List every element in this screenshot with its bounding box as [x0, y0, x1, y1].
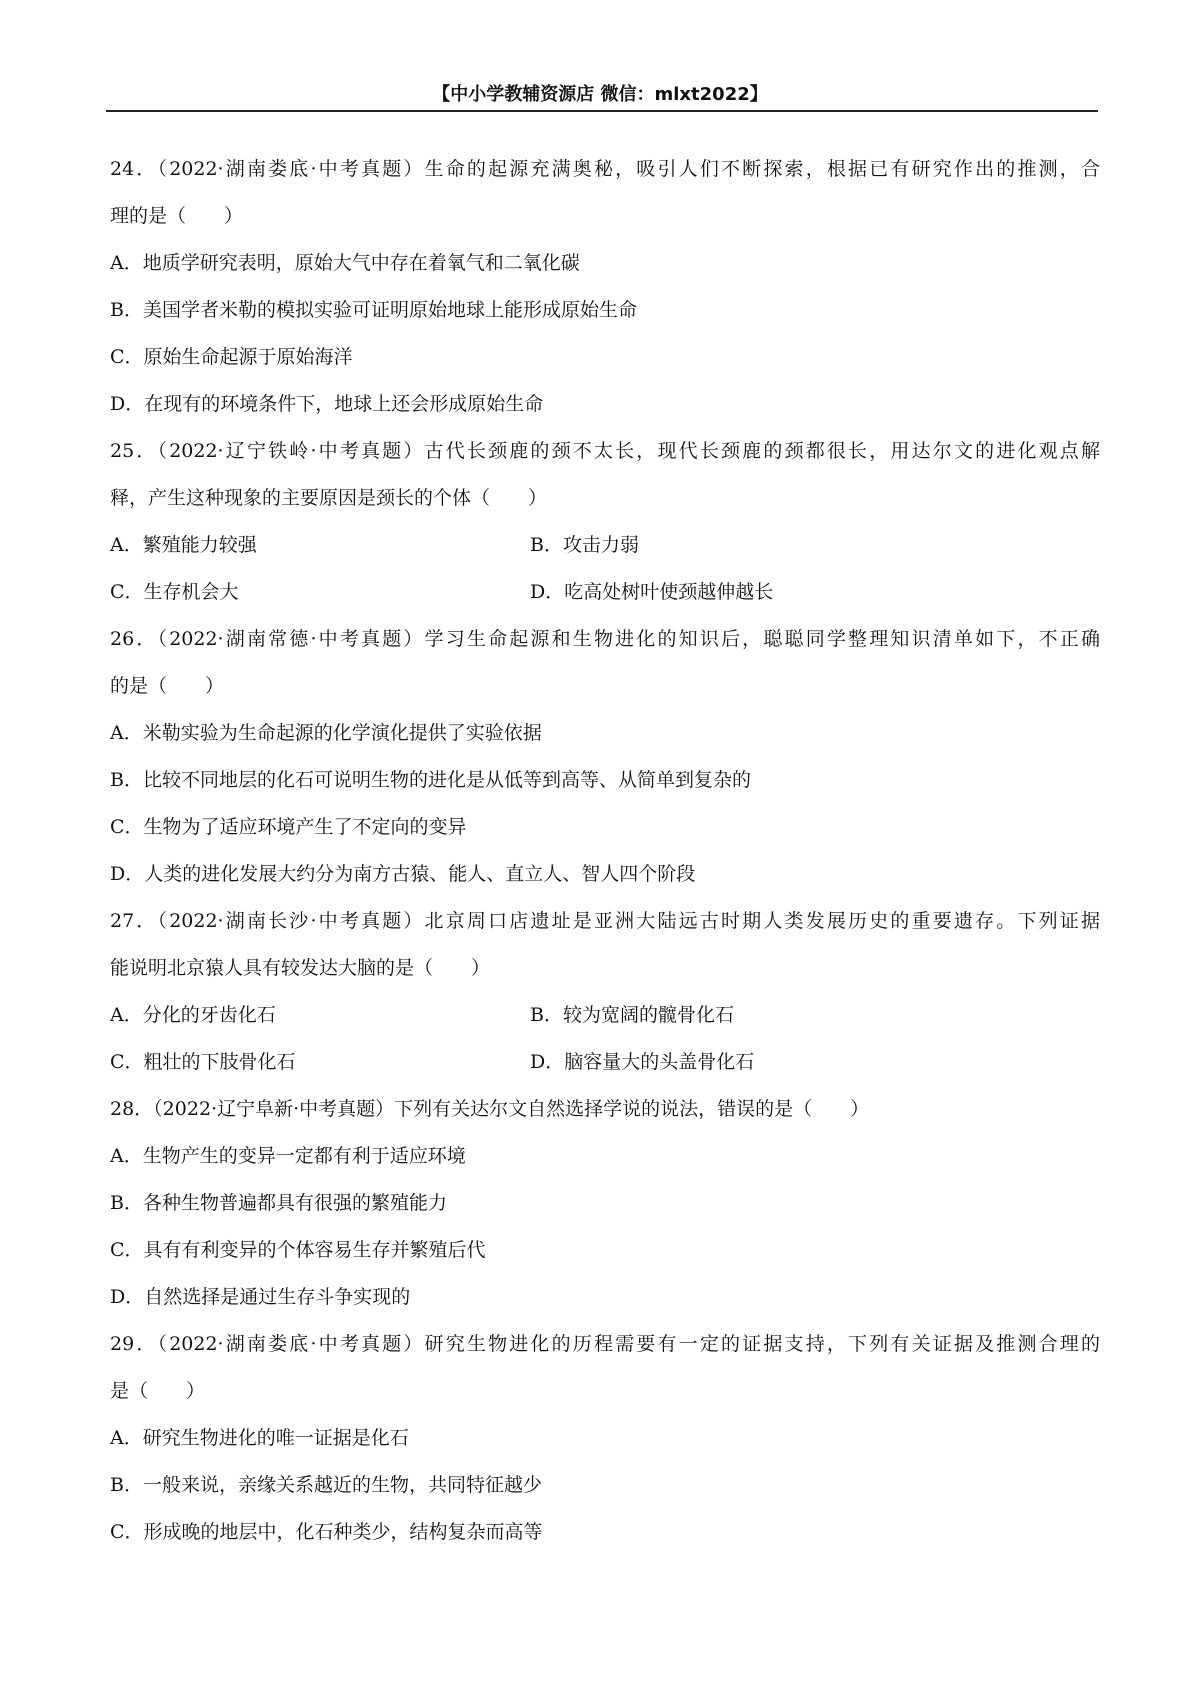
option-row	[110, 522, 1100, 569]
option-a: A．米勒实验为生命起源的化学演化提供了实验依据	[110, 722, 542, 744]
question-24	[110, 146, 1100, 428]
question-26	[110, 616, 1100, 898]
question-stem: 26．（2022·湖南常德·中考真题）学习生命起源和生物进化的知识后，聪聪同学整理知识清单如下，不正确	[110, 628, 1100, 650]
option-d: D．脑容量大的头盖骨化石	[530, 1051, 755, 1073]
option-a: A．分化的牙齿化石	[110, 1004, 276, 1026]
option-d: D．吃高处树叶使颈越伸越长	[530, 581, 774, 603]
option-c: C．原始生命起源于原始海洋	[110, 346, 353, 368]
question-25	[110, 428, 1100, 616]
option-a: A．生物产生的变异一定都有利于适应环境	[110, 1145, 466, 1167]
question-stem: 27．（2022·湖南长沙·中考真题）北京周口店遗址是亚洲大陆远古时期人类发展历史的重要遗存。下列证据	[110, 910, 1100, 932]
option-row	[110, 569, 1100, 616]
question-stem: 是（ ）	[110, 1380, 206, 1402]
option-c: C．粗壮的下肢骨化石	[110, 1051, 296, 1073]
question-stem: 28．（2022·辽宁阜新·中考真题）下列有关达尔文自然选择学说的说法，错误的是（ ）	[110, 1098, 870, 1120]
option-b: B．一般来说，亲缘关系越近的生物，共同特征越少	[110, 1474, 542, 1496]
header-divider	[106, 110, 1098, 112]
option-c: C．生物为了适应环境产生了不定向的变异	[110, 816, 467, 838]
question-stem: 29．（2022·湖南娄底·中考真题）研究生物进化的历程需要有一定的证据支持，下列有关证据及推测合理的	[110, 1333, 1100, 1355]
option-b: B．较为宽阔的髋骨化石	[530, 1004, 734, 1026]
option-d: D．人类的进化发展大约分为南方古猿、能人、直立人、智人四个阶段	[110, 863, 696, 885]
option-d: D．自然选择是通过生存斗争实现的	[110, 1286, 411, 1308]
option-a: A．地质学研究表明，原始大气中存在着氧气和二氧化碳	[110, 252, 580, 274]
option-a: A．研究生物进化的唯一证据是化石	[110, 1427, 409, 1449]
question-stem: 释，产生这种现象的主要原因是颈长的个体（ ）	[110, 487, 548, 509]
question-28	[110, 1086, 1100, 1321]
option-b: B．各种生物普遍都具有很强的繁殖能力	[110, 1192, 447, 1214]
page-header: 【中小学教辅资源店 微信：mlxt2022】	[432, 84, 768, 105]
option-row	[110, 992, 1100, 1039]
option-c: C．具有有利变异的个体容易生存并繁殖后代	[110, 1239, 486, 1261]
option-c: C．形成晚的地层中，化石种类少，结构复杂而高等	[110, 1521, 543, 1543]
question-stem: 的是（ ）	[110, 675, 225, 697]
question-29	[110, 1321, 1100, 1556]
option-a: A．繁殖能力较强	[110, 534, 257, 556]
option-b: B．比较不同地层的化石可说明生物的进化是从低等到高等、从简单到复杂的	[110, 769, 751, 791]
question-list	[110, 146, 1100, 1556]
question-27	[110, 898, 1100, 1086]
question-stem: 能说明北京猿人具有较发达大脑的是（ ）	[110, 957, 491, 979]
question-stem: 25．（2022·辽宁铁岭·中考真题）古代长颈鹿的颈不太长，现代长颈鹿的颈都很长，用达尔文的进化观点解	[110, 440, 1100, 462]
option-b: B．美国学者米勒的模拟实验可证明原始地球上能形成原始生命	[110, 299, 637, 321]
question-stem: 理的是（ ）	[110, 205, 244, 227]
option-d: D．在现有的环境条件下，地球上还会形成原始生命	[110, 393, 544, 415]
question-stem: 24．（2022·湖南娄底·中考真题）生命的起源充满奥秘，吸引人们不断探索，根据已有研究作出的推测，合	[110, 158, 1100, 180]
option-b: B．攻击力弱	[530, 534, 639, 556]
option-c: C．生存机会大	[110, 581, 239, 603]
option-row	[110, 1039, 1100, 1086]
